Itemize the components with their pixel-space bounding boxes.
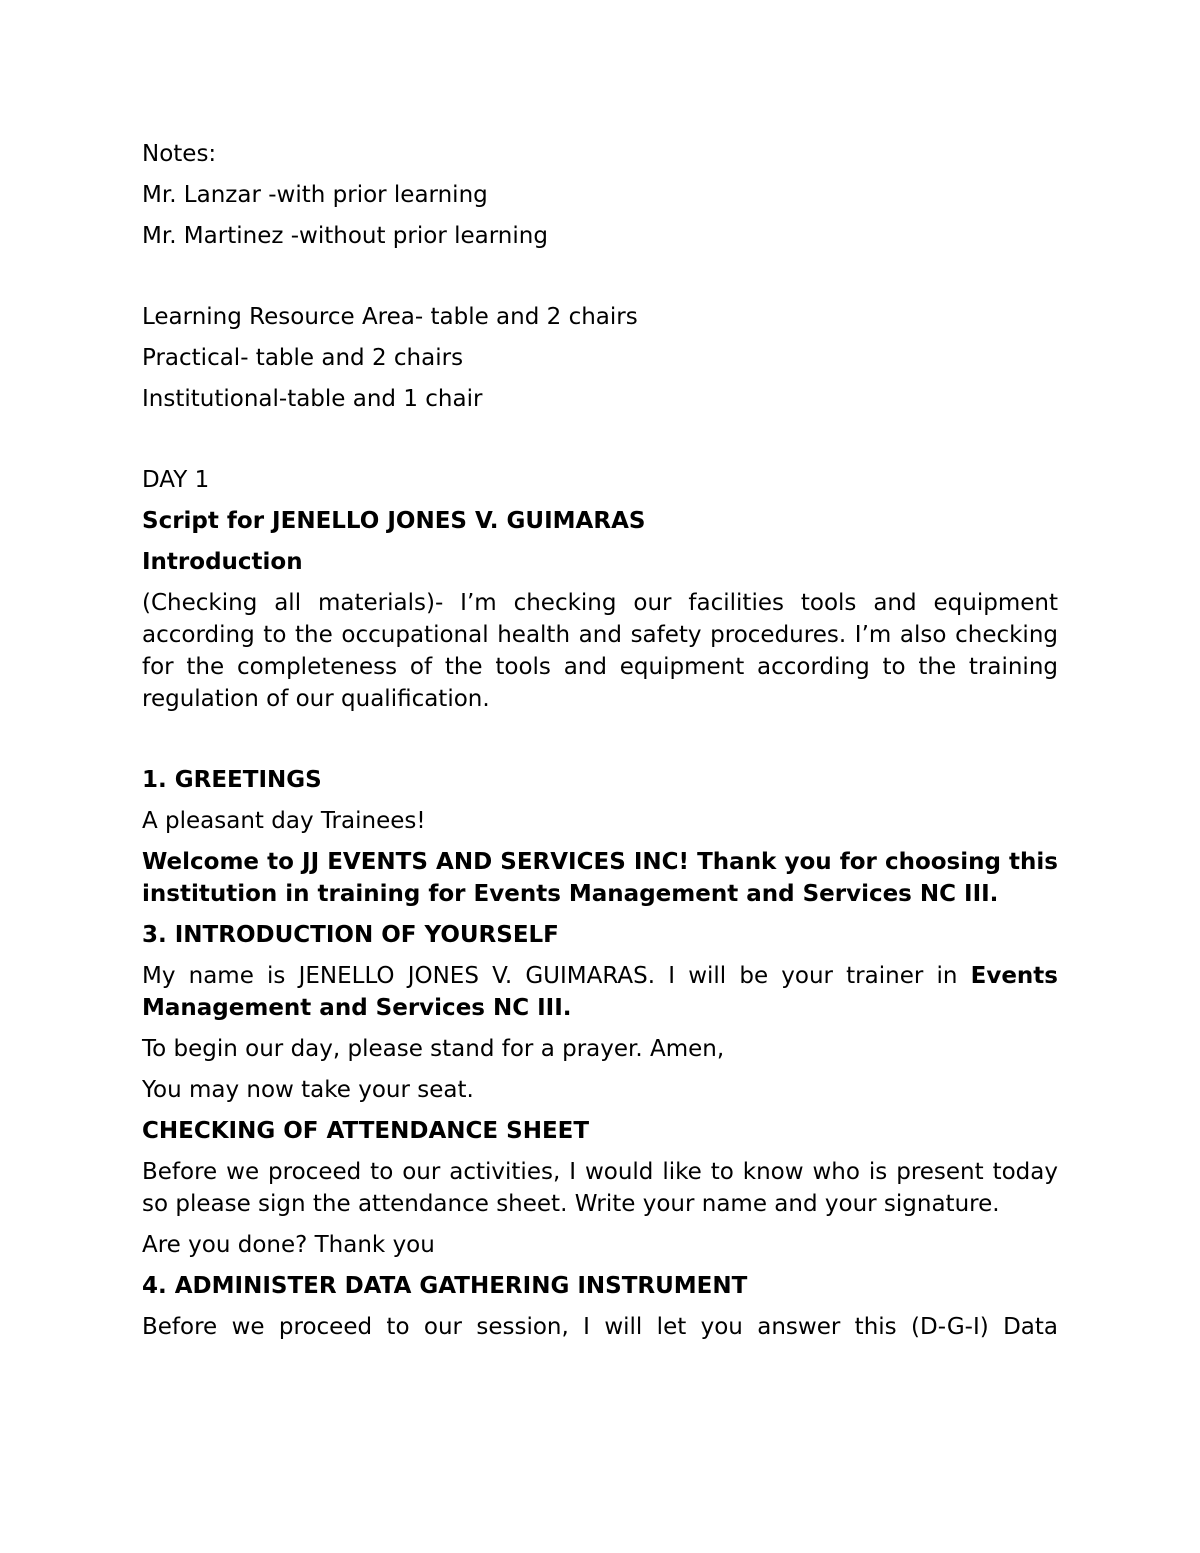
document-page [142, 138, 1058, 1352]
introduction-heading: Introduction [142, 549, 303, 575]
greetings-line: A pleasant day Trainees! [142, 808, 426, 834]
notes-heading: Notes: [142, 141, 217, 167]
qualification-name: Events Management and Services NC III. [142, 963, 1058, 1021]
setup-item-practical: Practical- table and 2 chairs [142, 345, 464, 371]
introduction-yourself-heading: 3. INTRODUCTION OF YOURSELF [142, 922, 559, 948]
attendance-heading: CHECKING OF ATTENDANCE SHEET [142, 1118, 590, 1144]
attendance-done-line: Are you done? Thank you [142, 1232, 435, 1258]
trainer-introduction-text: My name is JENELLO JONES V. GUIMARAS. I will be your trainer in [142, 963, 971, 989]
spacer [142, 724, 1058, 764]
welcome-paragraph: Welcome to JJ EVENTS AND SERVICES INC! Thank you for choosing this institution in training for Events Management and Services NC III. [142, 849, 1058, 907]
introduction-paragraph: (Checking all materials)- I’m checking our facilities tools and equipment according to the occupational health and safety procedures. I’m also checking for the completeness of the tools and equipment according to the training regulation of our qualification. [142, 590, 1058, 712]
dgi-heading: 4. ADMINISTER DATA GATHERING INSTRUMENT [142, 1273, 748, 1299]
seat-line: You may now take your seat. [142, 1077, 474, 1103]
spacer [142, 261, 1058, 301]
setup-item-institutional: Institutional-table and 1 chair [142, 386, 483, 412]
notes-item-martinez: Mr. Martinez -without prior learning [142, 223, 548, 249]
trainer-introduction-paragraph [142, 960, 1058, 1024]
attendance-paragraph: Before we proceed to our activities, I would like to know who is present today so please sign the attendance sheet. Write your name and your signature. [142, 1159, 1058, 1217]
prayer-line: To begin our day, please stand for a prayer. Amen, [142, 1036, 725, 1062]
day-label: DAY 1 [142, 467, 210, 493]
notes-item-lanzar: Mr. Lanzar -with prior learning [142, 182, 488, 208]
setup-item-learning-resource: Learning Resource Area- table and 2 chairs [142, 304, 638, 330]
dgi-paragraph: Before we proceed to our session, I will let you answer this (D-G-I) Data [142, 1314, 1058, 1340]
script-title: Script for JENELLO JONES V. GUIMARAS [142, 508, 646, 534]
greetings-heading: 1. GREETINGS [142, 767, 322, 793]
spacer [142, 424, 1058, 464]
